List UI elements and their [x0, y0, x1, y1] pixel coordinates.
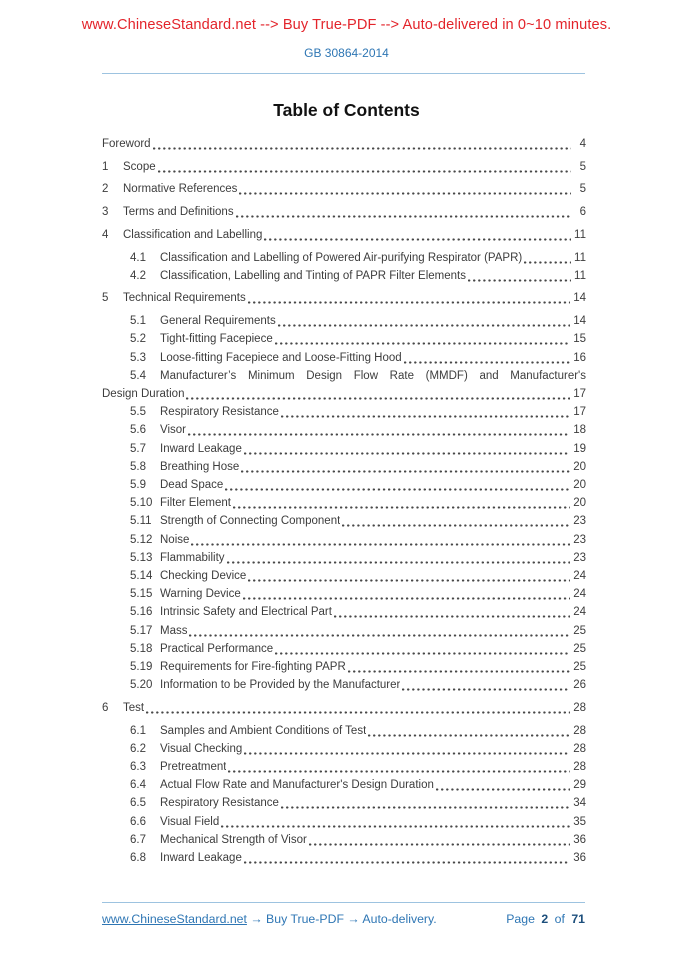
- toc-entry-page: 20: [573, 478, 586, 491]
- header-divider: [102, 73, 585, 74]
- toc-entry: [102, 289, 586, 307]
- toc-entry-number: 4.2: [130, 269, 146, 282]
- dot-leader: [334, 603, 570, 621]
- page-current: 2: [541, 912, 549, 926]
- toc-entry-page: 6: [579, 206, 586, 219]
- toc-entry-page: 20: [573, 460, 586, 473]
- toc-entry: [102, 699, 586, 717]
- toc-entry-page: 4: [579, 138, 586, 150]
- toc-entry-label: Visual Field: [160, 815, 220, 828]
- toc-entry-number: 6.6: [130, 815, 146, 828]
- toc-entry-number: 6: [102, 701, 109, 714]
- toc-entry-number: 5.6: [130, 424, 146, 437]
- toc-entry-continuation: [102, 385, 586, 403]
- dot-leader: [244, 849, 570, 867]
- toc-entry-page: 20: [573, 497, 586, 510]
- dot-leader: [228, 758, 570, 776]
- toc-entry-number: 5.1: [130, 315, 146, 328]
- dot-leader: [342, 512, 570, 530]
- dot-leader: [146, 699, 570, 717]
- dot-leader: [191, 531, 570, 549]
- toc-entry: [102, 567, 586, 585]
- toc-entry: [102, 421, 586, 439]
- toc-entry: [102, 476, 586, 494]
- toc-entry-number: 2: [102, 183, 109, 196]
- toc-entry-label: Scope: [123, 160, 156, 173]
- page-label: Page: [506, 912, 535, 926]
- toc-entry-label: Inward Leakage: [160, 852, 242, 865]
- toc-entry: [102, 494, 586, 512]
- toc-entry-label: Technical Requirements: [123, 292, 246, 305]
- toc-entry-label: Noise: [160, 533, 190, 546]
- toc-entry-label: Classification, Labelling and Tinting of PAPR Filter Elements: [160, 269, 466, 282]
- toc-entry-number: 5.11: [130, 515, 152, 528]
- toc-entry-label: Mass: [160, 624, 188, 637]
- toc-entry-page: 14: [573, 292, 586, 305]
- toc-entry: [102, 267, 586, 285]
- toc-entry: [102, 740, 586, 758]
- dot-leader: [153, 135, 571, 153]
- toc-entry-number: 5.12: [130, 533, 153, 546]
- toc-entry: [102, 203, 586, 221]
- toc-entry: [102, 249, 586, 267]
- dot-leader: [227, 549, 571, 567]
- page-indicator: [503, 912, 585, 926]
- toc-entry: [102, 794, 586, 812]
- dot-leader: [281, 794, 570, 812]
- toc-entry-number: 5.7: [130, 442, 146, 455]
- toc-entry: [102, 330, 586, 348]
- footer-tagline: → Buy True-PDF → Auto-delivery.: [250, 912, 437, 926]
- toc-entry: [102, 722, 586, 740]
- toc-entry: [102, 158, 586, 176]
- toc-entry-label: Actual Flow Rate and Manufacturer's Design Duration: [160, 779, 434, 792]
- toc-entry-number: 5.4: [130, 369, 146, 382]
- dot-leader: [186, 385, 570, 403]
- dot-leader: [275, 330, 570, 348]
- toc-entry-page: 35: [573, 815, 586, 828]
- toc-entry-label: Respiratory Resistance: [160, 406, 279, 419]
- toc-entry-number: 5.20: [130, 679, 153, 692]
- footer: [102, 902, 585, 926]
- dot-leader: [244, 740, 570, 758]
- dot-leader: [225, 476, 570, 494]
- toc-entry: [102, 640, 586, 658]
- toc-entry: [102, 349, 586, 367]
- toc-entry-number: 6.3: [130, 761, 146, 773]
- standard-code: GB 30864-2014: [304, 46, 389, 60]
- toc-entry-number: 6.8: [130, 852, 146, 865]
- toc-entry-number: 6.2: [130, 742, 146, 755]
- dot-leader: [275, 640, 570, 658]
- header-banner: www.ChineseStandard.net --> Buy True-PDF --> Auto-delivered in 0~10 minutes.: [81, 17, 612, 33]
- dot-leader: [241, 458, 570, 476]
- toc-entry-label: Respiratory Resistance: [160, 797, 279, 810]
- toc-entry: [102, 367, 586, 385]
- toc-entry-label: Filter Element: [160, 497, 231, 510]
- page-total: 71: [571, 912, 585, 926]
- toc-entry: [102, 813, 586, 831]
- toc-entry: [102, 549, 586, 567]
- toc-entry-label: Mechanical Strength of Visor: [160, 833, 307, 846]
- toc-entry-label: Checking Device: [160, 569, 247, 582]
- toc-entry-page: 14: [573, 315, 586, 328]
- toc-entry-page: 19: [573, 442, 586, 455]
- toc-entry-number: 1: [102, 160, 109, 173]
- toc-entry-label: Loose-fitting Facepiece and Loose-Fitting Hood: [160, 351, 402, 364]
- toc-entry-label: Visor: [160, 424, 186, 437]
- toc-entry-label: Dead Space: [160, 478, 224, 491]
- toc-entry-label: Practical Performance: [160, 642, 274, 655]
- toc-entry: [102, 603, 586, 621]
- toc-entry-label: Requirements for Fire-fighting PAPR: [160, 660, 346, 673]
- toc-entry-label: Tight-fitting Facepiece: [160, 333, 273, 346]
- toc-entry-number: 5.2: [130, 333, 146, 346]
- dot-leader: [221, 813, 570, 831]
- toc-entry-label: Classification and Labelling: [123, 228, 263, 241]
- toc-entry-label: Samples and Ambient Conditions of Test: [160, 724, 367, 737]
- toc-entry-page: 25: [573, 642, 586, 655]
- toc-entry-page: 18: [573, 424, 586, 437]
- toc-entry: [102, 676, 586, 694]
- toc-entry-page: 25: [573, 660, 586, 673]
- toc-entry-page: 15: [573, 333, 586, 346]
- toc-entry-label: Design Duration: [102, 387, 185, 400]
- dot-leader: [402, 676, 570, 694]
- toc-entry-page: 26: [573, 679, 586, 692]
- toc-entry-label: Normative References: [123, 183, 238, 196]
- dot-leader: [436, 776, 570, 794]
- toc-entry-page: 28: [573, 761, 586, 773]
- toc-entry-number: 5.17: [130, 624, 153, 637]
- toc-entry: [102, 440, 586, 458]
- toc-entry-page: 23: [573, 515, 586, 528]
- dot-leader: [244, 440, 570, 458]
- dot-leader: [524, 249, 571, 267]
- toc-entry-number: 5.8: [130, 460, 146, 473]
- toc-entry-page: 34: [573, 797, 586, 810]
- toc-entry-label: Intrinsic Safety and Electrical Part: [160, 606, 332, 619]
- dot-leader: [264, 226, 571, 244]
- footer-left: [102, 912, 437, 926]
- toc-entry-page: 36: [573, 852, 586, 865]
- dot-leader: [278, 312, 571, 330]
- toc-entry-label: Terms and Definitions: [123, 206, 234, 219]
- toc-entry-number: 3: [102, 206, 109, 219]
- dot-leader: [468, 267, 571, 285]
- toc-entry-number: 5: [102, 292, 109, 305]
- toc-entry-page: 5: [579, 160, 586, 173]
- toc-entry-page: 24: [573, 588, 586, 601]
- toc-entry: [102, 622, 586, 640]
- page-title: Table of Contents: [273, 100, 420, 120]
- toc-entry: [102, 226, 586, 244]
- toc-entry-label: Flammability: [160, 551, 225, 564]
- dot-leader: [158, 158, 571, 176]
- toc-entry-number: 6.1: [130, 724, 146, 737]
- toc-entry-page: 17: [573, 387, 586, 400]
- toc-entry-label: Strength of Connecting Component: [160, 515, 341, 528]
- toc-entry: [102, 512, 586, 530]
- dot-leader: [281, 403, 570, 421]
- toc-entry-page: 29: [573, 779, 586, 792]
- toc-entry-label: Warning Device: [160, 588, 241, 601]
- toc-entry-number: 5.5: [130, 406, 146, 419]
- toc-entry: [102, 776, 586, 794]
- toc-entry: [102, 585, 586, 603]
- toc-entry-number: 4.1: [130, 251, 146, 264]
- toc-entry-label: Inward Leakage: [160, 442, 242, 455]
- toc-entry-number: 5.14: [130, 569, 153, 582]
- toc-entry-label: Breathing Hose: [160, 460, 240, 473]
- dot-leader: [188, 421, 570, 439]
- toc-entry-page: 36: [573, 833, 586, 846]
- dot-leader: [233, 494, 570, 512]
- toc-entry-page: 16: [573, 351, 586, 364]
- dot-leader: [404, 349, 571, 367]
- toc-entry-label: Foreword: [102, 138, 151, 150]
- toc-entry-page: 25: [573, 624, 586, 637]
- toc-entry-number: 5.18: [130, 642, 153, 655]
- toc-entry: [102, 831, 586, 849]
- dot-leader: [248, 289, 570, 307]
- toc-entry-page: 28: [573, 701, 586, 714]
- toc-entry-label: Information to be Provided by the Manufacturer: [160, 679, 401, 692]
- toc-entry-page: 17: [573, 406, 586, 419]
- toc-entry-number: 5.9: [130, 478, 146, 491]
- toc-entry-number: 5.16: [130, 606, 153, 619]
- toc-entry-page: 24: [573, 606, 586, 619]
- dot-leader: [243, 585, 570, 603]
- toc: [102, 135, 586, 867]
- footer-link[interactable]: www.ChineseStandard.net: [102, 912, 247, 926]
- toc-entry: [102, 180, 586, 198]
- dot-leader: [189, 622, 570, 640]
- toc-entry-number: 5.3: [130, 351, 146, 364]
- toc-entry: [102, 403, 586, 421]
- toc-entry: [102, 531, 586, 549]
- toc-entry-number: 6.4: [130, 779, 146, 792]
- toc-entry: [102, 312, 586, 330]
- toc-entry-page: 28: [573, 742, 586, 755]
- of-label: of: [554, 912, 565, 926]
- dot-leader: [348, 658, 570, 676]
- toc-entry-number: 5.19: [130, 660, 153, 673]
- dot-leader: [236, 203, 571, 221]
- toc-entry: [102, 135, 586, 153]
- toc-entry-label: Test: [123, 701, 145, 714]
- toc-entry: [102, 658, 586, 676]
- dot-leader: [368, 722, 570, 740]
- dot-leader: [239, 180, 571, 198]
- toc-entry-label: General Requirements: [160, 315, 276, 328]
- toc-entry: [102, 849, 586, 867]
- toc-entry-number: 5.15: [130, 588, 153, 601]
- toc-entry-label: Manufacturer’s Minimum Design Flow Rate (MMDF) and Manufacturer's: [160, 369, 586, 382]
- toc-entry-page: 28: [573, 724, 586, 737]
- toc-entry-number: 5.13: [130, 551, 153, 564]
- toc-entry-label: Visual Checking: [160, 742, 243, 755]
- toc-entry-label: Pretreatment: [160, 761, 227, 773]
- toc-entry: [102, 458, 586, 476]
- toc-entry-page: 11: [574, 269, 586, 282]
- toc-entry-number: 6.7: [130, 833, 146, 846]
- dot-leader: [248, 567, 570, 585]
- toc-entry-page: 11: [574, 251, 586, 264]
- toc-entry-number: 5.10: [130, 497, 153, 510]
- toc-entry-page: 11: [574, 228, 586, 241]
- toc-entry-page: 24: [573, 569, 586, 582]
- toc-entry: [102, 758, 586, 776]
- toc-entry-label: Classification and Labelling of Powered Air-purifying Respirator (PAPR): [160, 251, 523, 264]
- toc-entry-number: 6.5: [130, 797, 146, 810]
- toc-entry-page: 5: [579, 183, 586, 196]
- toc-entry-page: 23: [573, 551, 586, 564]
- toc-entry-page: 23: [573, 533, 586, 546]
- dot-leader: [309, 831, 570, 849]
- toc-entry-number: 4: [102, 228, 109, 241]
